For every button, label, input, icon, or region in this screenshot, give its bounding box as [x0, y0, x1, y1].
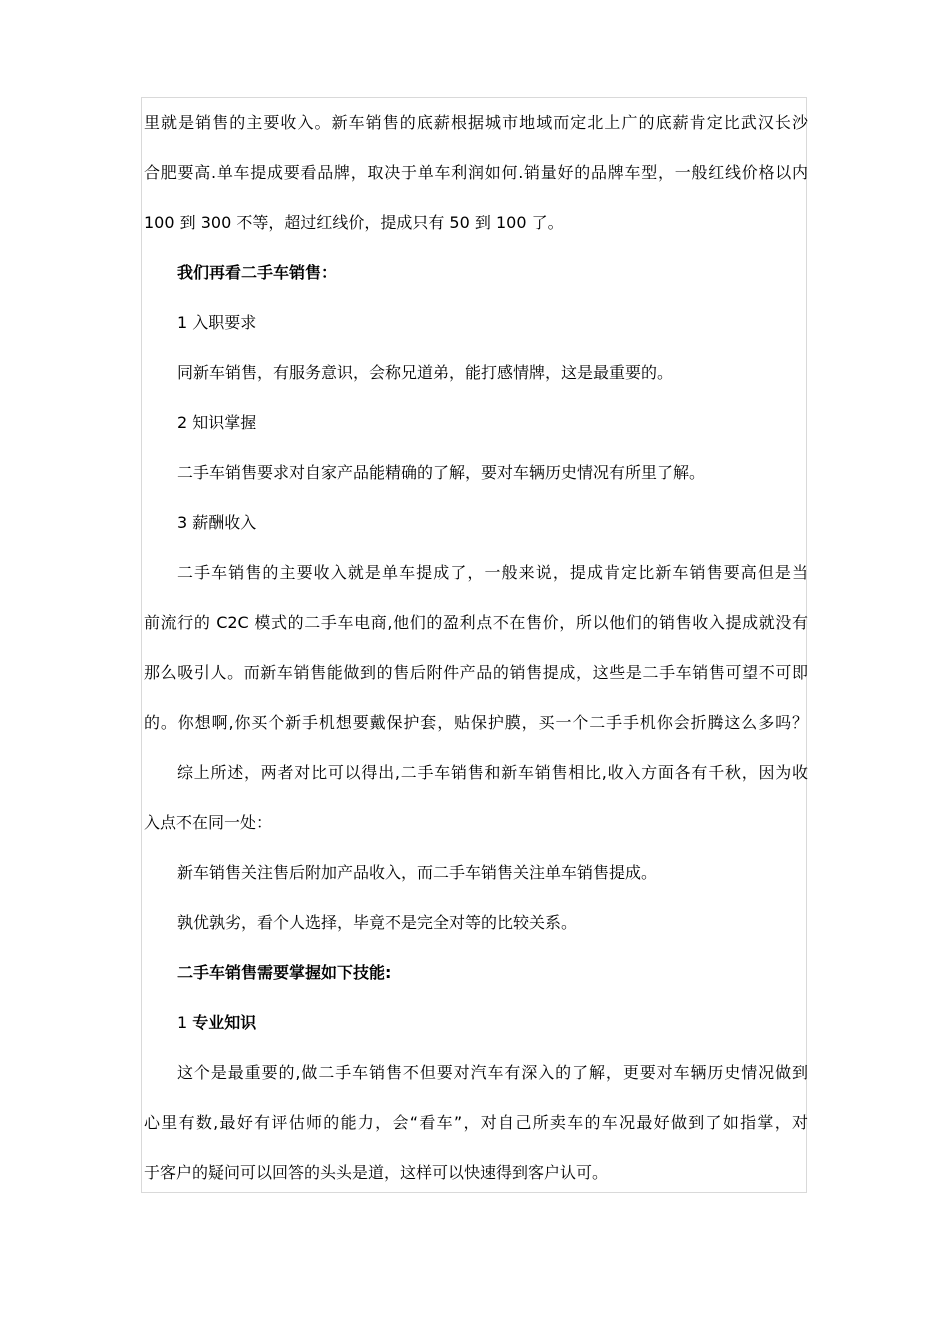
paragraph-line: 合肥要高.单车提成要看品牌，取决于单车利润如何.销量好的品牌车型，一般红线价格以内: [144, 163, 808, 182]
paragraph-line: 的。你想啊,你买个新手机想要戴保护套，贴保护膜，买一个二手手机你会折腾这么多吗？: [144, 713, 808, 732]
paragraph-line: 新车销售关注售后附加产品收入，而二手车销售关注单车销售提成。: [177, 863, 658, 882]
paragraph-line: 入点不在同一处：: [144, 813, 273, 832]
paragraph-line: 综上所述，两者对比可以得出,二手车销售和新车销售相比,收入方面各有千秋，因为收: [177, 763, 808, 782]
paragraph-line: 前流行的 C2C 模式的二手车电商,他们的盈利点不在售价，所以他们的销售收入提成就没有: [144, 613, 808, 632]
list-item-title: [144, 998, 808, 1048]
list-item-title: 3 薪酬收入: [177, 513, 257, 532]
paragraph-line: 那么吸引人。而新车销售能做到的售后附件产品的销售提成，这些是二手车销售可望不可即: [144, 663, 808, 682]
paragraph-line: 心里有数,最好有评估师的能力，会“看车”，对自己所卖车的车况最好做到了如指掌，对: [144, 1113, 808, 1132]
paragraph-line: 于客户的疑问可以回答的头头是道，这样可以快速得到客户认可。: [144, 1163, 609, 1182]
list-item-title: 1 入职要求: [177, 313, 257, 332]
list-item-body: 二手车销售要求对自家产品能精确的了解，要对车辆历史情况有所里了解。: [177, 463, 706, 482]
list-item-title: 2 知识掌握: [177, 413, 257, 432]
paragraph-line: 二手车销售的主要收入就是单车提成了，一般来说，提成肯定比新车销售要高但是当: [177, 563, 808, 582]
paragraph-line: 100 到 300 不等，超过红线价，提成只有 50 到 100 了。: [144, 213, 564, 232]
list-item-body: 同新车销售，有服务意识，会称兄道弟，能打感情牌，这是最重要的。: [177, 363, 674, 382]
document-body: [144, 98, 808, 1198]
paragraph-line: 里就是销售的主要收入。新车销售的底薪根据城市地域而定北上广的底薪肯定比武汉长沙: [144, 113, 808, 132]
section-heading: 我们再看二手车销售：: [177, 263, 338, 282]
list-item-number: 1: [177, 1013, 193, 1032]
section-heading: 二手车销售需要掌握如下技能:: [177, 963, 392, 982]
list-item-title-text: 专业知识: [192, 1013, 257, 1032]
paragraph-line: 这个是最重要的,做二手车销售不但要对汽车有深入的了解，更要对车辆历史情况做到: [177, 1063, 808, 1082]
paragraph-line: 孰优孰劣，看个人选择，毕竟不是完全对等的比较关系。: [177, 913, 578, 932]
